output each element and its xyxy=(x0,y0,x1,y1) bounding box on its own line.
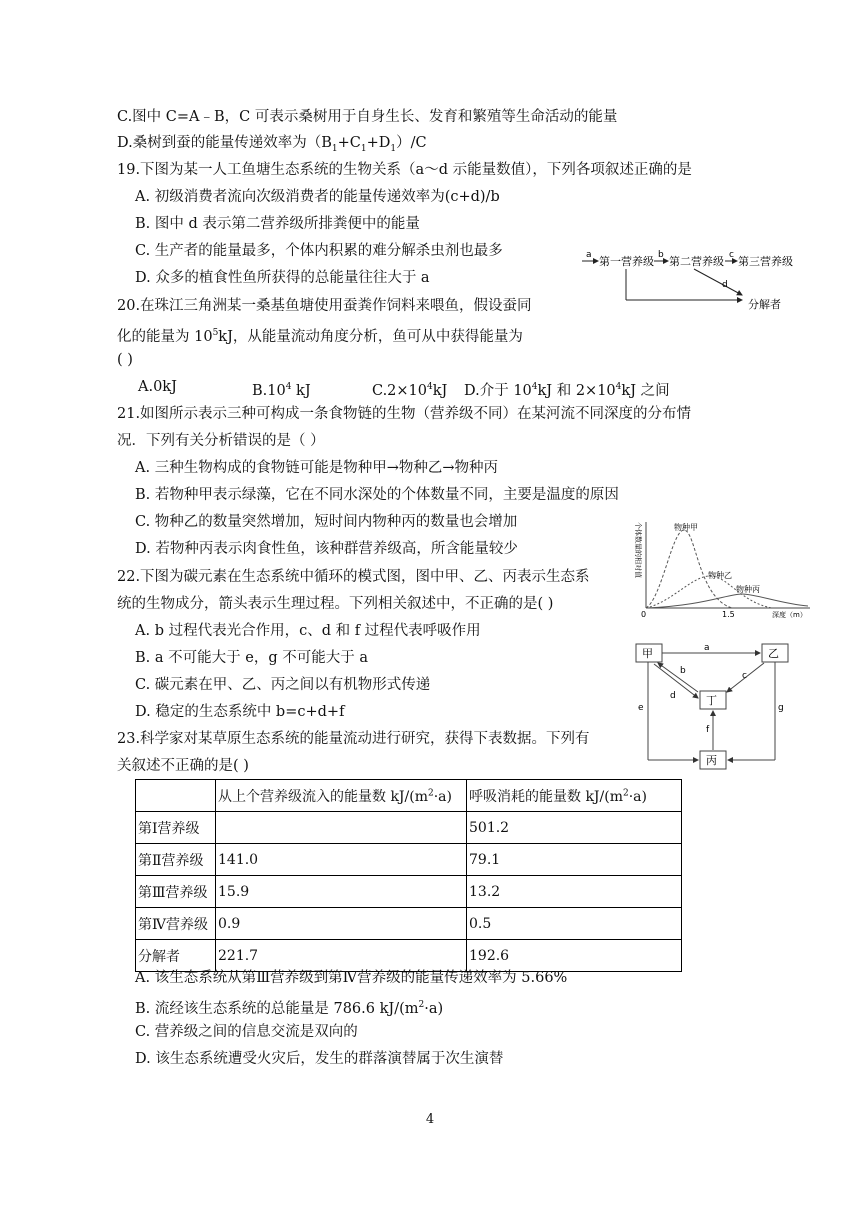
q21-option-d: D. 若物种丙表示肉食性鱼，该种群营养级高，所含能量较少 xyxy=(135,541,518,557)
q23-option-c: C. 营养级之间的信息交流是双向的 xyxy=(135,1024,358,1040)
table-row xyxy=(136,940,682,972)
table-cell-respiration: 79.1 xyxy=(467,844,682,876)
table-header-empty xyxy=(136,780,216,812)
table-cell-input: 15.9 xyxy=(216,876,467,908)
q19-option-a: A. 初级消费者流向次级消费者的能量传递效率为(c+d)/b xyxy=(135,189,500,205)
q23-option-b: B. 流经该生态系统的总能量是 786.6 $kJ/(m^2\cdot a)$ xyxy=(135,1000,444,1017)
q21-series-jia: 物种甲 xyxy=(674,523,698,532)
q20-option-a: A.0kJ xyxy=(138,379,177,395)
q23-stem-line1: 23.科学家对某草原生态系统的能量流动进行研究，获得下表数据。下列有 xyxy=(117,731,590,747)
q23-option-d: D. 该生态系统遭受火灾后，发生的群落演替属于次生演替 xyxy=(135,1051,504,1067)
table-header-row xyxy=(136,780,682,812)
q20-stem-line3: ( ) xyxy=(117,352,133,368)
q19-level-1: 第一营养级 xyxy=(599,255,654,268)
table-row xyxy=(136,844,682,876)
table-row xyxy=(136,908,682,940)
q21-depth-distribution-chart xyxy=(632,518,812,618)
table-header-respiration: 呼吸消耗的能量数 $kJ/(m^2\cdot a)$ xyxy=(467,780,682,812)
svg-text:个体数量的相对值: 个体数量的相对值 xyxy=(634,522,642,578)
table-cell-respiration: 0.5 xyxy=(467,908,682,940)
q22-stem-line1: 22.下图为碳元素在生态系统中循环的模式图，图中甲、乙、丙表示生态系 xyxy=(117,569,590,585)
q19-decomposer: 分解者 xyxy=(748,298,781,311)
q21-x-axis-label: 深度（m） xyxy=(772,611,807,618)
q18-option-d: D.桑树到蚕的能量传递效率为$(B_1+C_1+D_1)/C$ xyxy=(117,135,427,154)
svg-text:f: f xyxy=(706,725,710,735)
table-cell-label: 第Ⅳ营养级 xyxy=(136,908,216,940)
q23-option-a: A. 该生态系统从第Ⅲ营养级到第Ⅳ营养级的能量传递效率为 5.66% xyxy=(135,970,568,986)
svg-text:e: e xyxy=(638,703,644,713)
table-row xyxy=(136,812,682,844)
q19-energy-flow-diagram xyxy=(582,247,802,317)
q19-label-d: d xyxy=(722,280,728,290)
table-cell-label: 第Ⅱ营养级 xyxy=(136,844,216,876)
q21-origin: 0 xyxy=(641,610,647,618)
svg-text:d: d xyxy=(670,691,676,701)
svg-text:c: c xyxy=(742,671,747,681)
q21-stem-line1: 21.如图所示表示三种可构成一条食物链的生物（营养级不同）在某河流不同深度的分布情 xyxy=(117,406,692,422)
q22-option-d: D. 稳定的生态系统中 b=c+d+f xyxy=(135,704,345,720)
q21-option-b: B. 若物种甲表示绿藻，它在不同水深处的个体数量不同，主要是温度的原因 xyxy=(135,487,619,503)
q20-option-b: $B.10^4$ kJ xyxy=(252,382,311,399)
q22-label-jia: 甲 xyxy=(642,647,653,660)
table-cell-label: 第Ⅰ营养级 xyxy=(136,812,216,844)
svg-text:a: a xyxy=(704,643,710,653)
q20-option-c: $C.2\times 10^4kJ$ xyxy=(372,382,448,399)
svg-text:b: b xyxy=(680,666,686,676)
q23-stem-line2: 关叙述不正确的是( ) xyxy=(117,758,249,774)
table-cell-respiration: 192.6 xyxy=(467,940,682,972)
q18-option-c: C.图中 C=A﹣B，C 可表示桑树用于自身生长、发育和繁殖等生命活动的能量 xyxy=(117,109,618,125)
q21-curve-bing xyxy=(646,594,808,608)
q22-label-ding: 丁 xyxy=(706,694,717,707)
q23-energy-table xyxy=(135,779,682,972)
q19-label-a: a xyxy=(586,250,592,260)
q22-option-a: A. b 过程代表光合作用，c、d 和 f 过程代表呼吸作用 xyxy=(135,623,481,639)
q21-series-yi: 物种乙 xyxy=(708,571,732,580)
q19-stem: 19.下图为某一人工鱼塘生态系统的生物关系（a～d 示能量数值），下列各项叙述正确的是 xyxy=(117,162,692,178)
table-cell-input: 221.7 xyxy=(216,940,467,972)
q20-option-d: D.介于 $10^4kJ$ 和 $2\times 10^4kJ$ 之间 xyxy=(464,382,670,399)
q21-tick-1-5: 1.5 xyxy=(722,610,735,618)
table-cell-label: 第Ⅲ营养级 xyxy=(136,876,216,908)
page-number: 4 xyxy=(425,1112,435,1127)
q22-stem-line2: 统的生物成分，箭头表示生理过程。下列相关叙述中，不正确的是( ) xyxy=(117,596,554,612)
q19-label-c: c xyxy=(729,250,734,260)
q21-curve-jia xyxy=(646,530,732,608)
q19-option-d: D. 众多的植食性鱼所获得的总能量往往大于 a xyxy=(135,270,430,286)
q20-stem-line2: 化的能量为 $10^5kJ$，从能量流动角度分析，鱼可从中获得能量为 xyxy=(117,328,523,345)
table-header-input: 从上个营养级流入的能量数 $kJ/(m^2\cdot a)$ xyxy=(216,780,467,812)
q22-option-b: B. a 不可能大于 e，g 不可能大于 a xyxy=(135,650,368,666)
q20-stem-line1: 20.在珠江三角洲某一桑基鱼塘使用蚕粪作饲料来喂鱼，假设蚕同 xyxy=(117,298,532,314)
q21-option-a: A. 三种生物构成的食物链可能是物种甲→物种乙→物种丙 xyxy=(135,460,498,476)
table-cell-respiration: 501.2 xyxy=(467,812,682,844)
svg-text:g: g xyxy=(778,703,784,713)
table-cell-input: 0.9 xyxy=(216,908,467,940)
q19-option-c: C. 生产者的能量最多，个体内积累的难分解杀虫剂也最多 xyxy=(135,243,503,259)
q21-y-axis-label xyxy=(634,522,643,578)
q21-series-bing: 物种丙 xyxy=(736,585,760,594)
table-cell-respiration: 13.2 xyxy=(467,876,682,908)
q19-label-b: b xyxy=(658,250,664,260)
q19-level-2: 第二营养级 xyxy=(669,255,724,268)
q22-option-c: C. 碳元素在甲、乙、丙之间以有机物形式传递 xyxy=(135,677,431,693)
q21-stem-line2: 况．下列有关分析错误的是（ ） xyxy=(117,433,325,449)
q22-carbon-cycle-diagram xyxy=(632,640,802,774)
q22-label-bing: 丙 xyxy=(706,754,717,767)
table-cell-input xyxy=(216,812,467,844)
q22-label-yi: 乙 xyxy=(768,647,779,660)
table-cell-label: 分解者 xyxy=(136,940,216,972)
q19-option-b: B. 图中 d 表示第二营养级所排粪便中的能量 xyxy=(135,216,420,232)
q19-level-3: 第三营养级 xyxy=(738,255,793,268)
table-cell-input: 141.0 xyxy=(216,844,467,876)
table-row xyxy=(136,876,682,908)
q21-option-c: C. 物种乙的数量突然增加，短时间内物种丙的数量也会增加 xyxy=(135,514,518,530)
